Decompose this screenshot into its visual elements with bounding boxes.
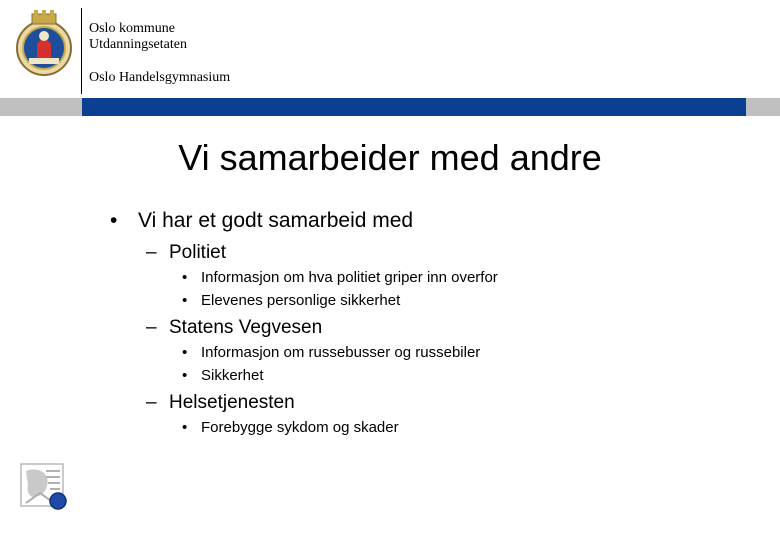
bullet-marker: •	[182, 292, 188, 309]
dash-marker: –	[146, 392, 157, 413]
group-label-politiet	[146, 242, 226, 264]
sub-item	[182, 344, 480, 361]
bullet-marker: •	[182, 344, 188, 361]
school-name: Oslo Handelsgymnasium	[89, 70, 231, 85]
sub-item-text: Sikkerhet	[201, 367, 264, 384]
header-band-blue	[82, 98, 746, 116]
footer-logo-icon	[20, 463, 70, 511]
bullet-marker: •	[182, 269, 188, 286]
org-name: Oslo kommune	[89, 21, 175, 36]
group-label-statens-vegvesen	[146, 317, 322, 339]
bullet-marker: •	[182, 367, 188, 384]
department-name: Utdanningsetaten	[89, 37, 187, 52]
group-label-helsetjenesten	[146, 392, 295, 414]
sub-item	[182, 269, 498, 286]
group-label: Helsetjenesten	[169, 392, 295, 413]
oslo-coat-of-arms-logo	[15, 10, 73, 80]
sub-item-text: Forebygge sykdom og skader	[201, 419, 399, 436]
sub-item	[182, 367, 264, 384]
sub-item-text: Informasjon om hva politiet griper inn overfor	[201, 269, 498, 286]
sub-item	[182, 419, 399, 436]
dash-marker: –	[146, 242, 157, 263]
bullet-item	[110, 209, 413, 233]
sub-item-text: Elevenes personlige sikkerhet	[201, 292, 401, 309]
slide-title: Vi samarbeider med andre	[178, 137, 602, 178]
header-divider	[81, 8, 82, 94]
dash-marker: –	[146, 317, 157, 338]
sub-item-text: Informasjon om russebusser og russebiler	[201, 344, 481, 361]
bullet-text: Vi har et godt samarbeid med	[138, 209, 414, 232]
group-label: Statens Vegvesen	[169, 317, 323, 338]
bullet-marker: •	[182, 419, 188, 436]
bullet-marker: •	[110, 209, 118, 232]
group-label: Politiet	[169, 242, 227, 263]
sub-item	[182, 292, 400, 309]
